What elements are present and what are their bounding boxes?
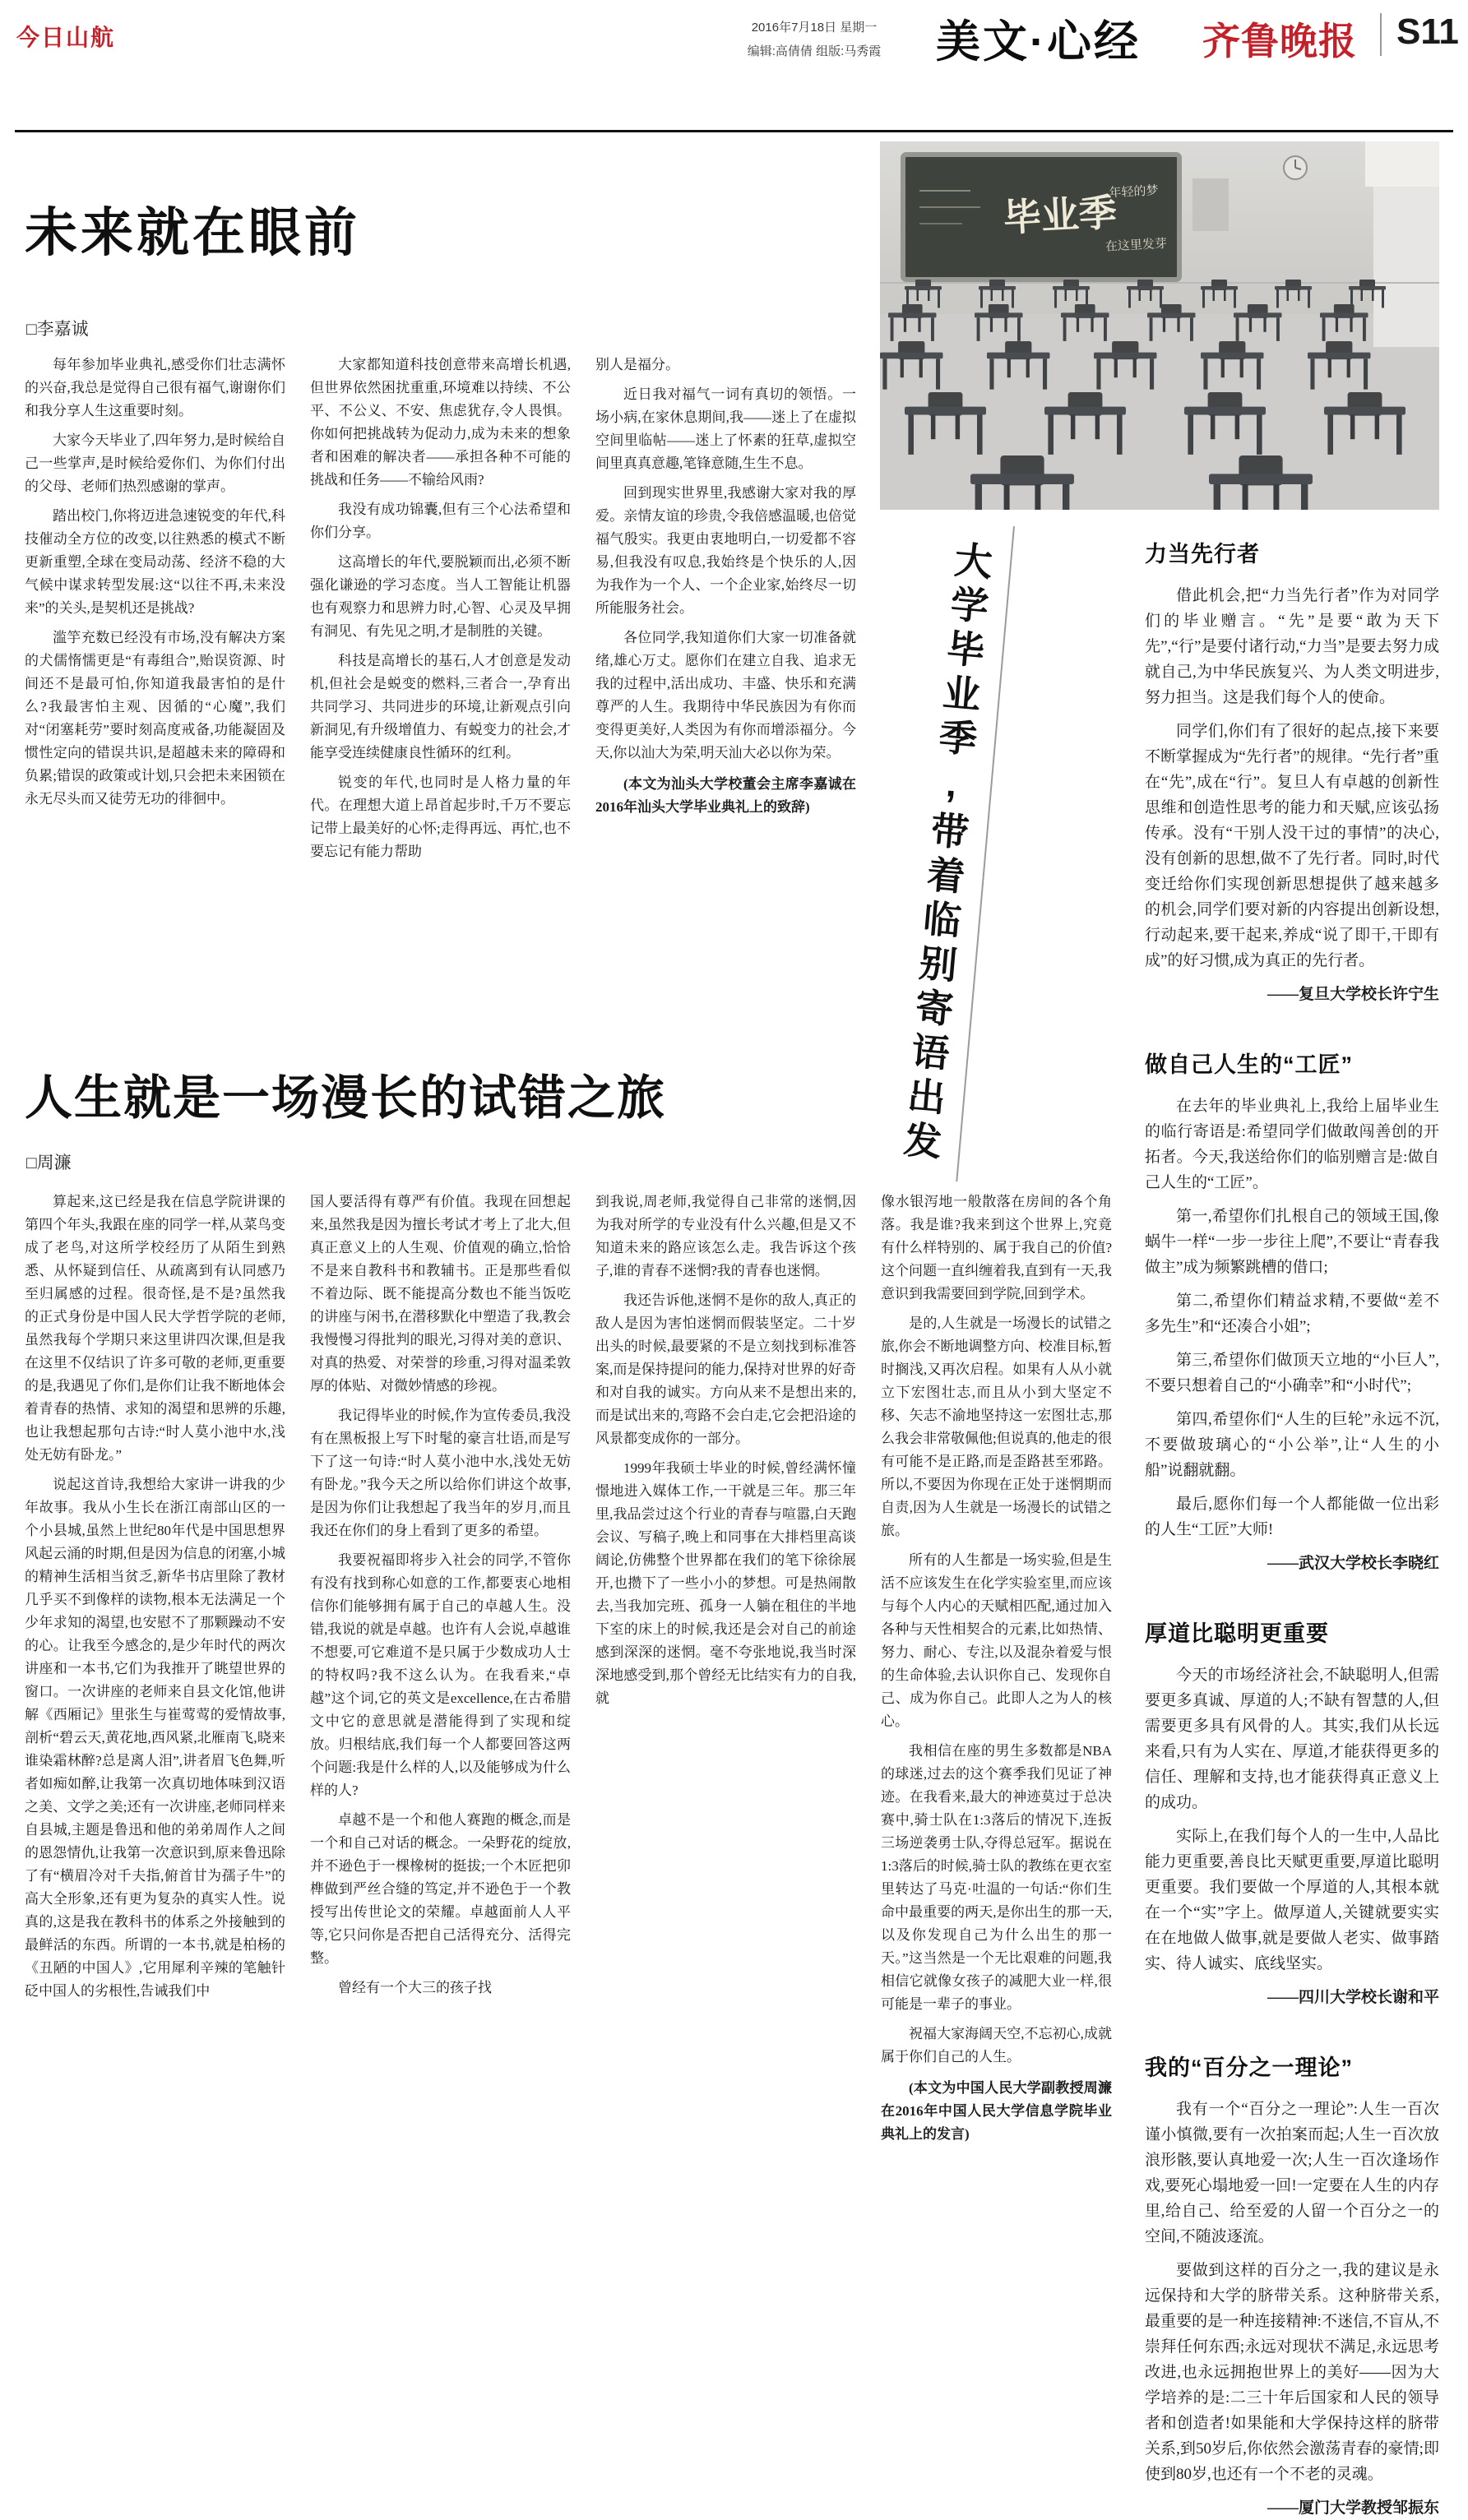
paragraph: 说起这首诗,我想给大家讲一讲我的少年故事。我从小生长在浙江南部山区的一个小县城,虽然上世纪80年代是中国思想界风起云涌的时期,但是因为信息的闭塞,小城的精神生活相当贫乏,新华书店里除了教材几乎买不到像样的读物,根本无法满足一个少年求知的渴望,也安慰不了那颗躁动不安的心。让我至今感念的,是少年时代的两次讲座和一本书,它们为我推开了眺望世界的窗口。一次讲座的老师来自县文化馆,他讲解《西厢记》里张生与崔莺莺的爱情故事,剖析“碧云天,黄花地,西风紧,北雁南飞,晓来谁染霜林醉?总是离人泪”,讲者眉飞色舞,听者如痴如醉,让我第一次真切地体味到汉语之美、文学之美;还有一次讲座,老师同样来自县城,主题是鲁迅和他的弟弟周作人之间的恩怨情仇,让我第一次意识到,原来鲁迅除了有“横眉冷对千夫指,俯首甘为孺子牛”的高大全形象,还有更为复杂的真实人性。说真的,这是我在教科书的体系之外接触到的最鲜活的东西。所谓的一本书,就是柏杨的《丑陋的中国人》,它用犀利辛辣的笔触针砭中国人的劣根性,告诫我们中 xyxy=(25,1477,285,1999)
paragraph: 锐变的年代,也同时是人格力量的年代。在理想大道上昂首起步时,千万不要忘记带上最美好的心怀;走得再远、再忙,也不要忘记有能力帮助 xyxy=(310,774,571,859)
paragraph: 第四,希望你们“人生的巨轮”永远不沉,不要做玻璃心的“小公举”,让“人生的小船”说翻就翻。 xyxy=(1145,1411,1439,1479)
paragraph: 到我说,周老师,我觉得自己非常的迷惘,因为我对所学的专业没有什么兴趣,但是又不知道未来的路应该怎么走。我告诉这个孩子,谁的青春不迷惘?我的青春也迷惘。 xyxy=(595,1194,856,1278)
article1-column-2 xyxy=(310,354,571,1021)
article1-column-3 xyxy=(595,354,856,1021)
classroom-photo xyxy=(880,141,1439,510)
paragraph: 踏出校门,你将迈进急速锐变的年代,科技催动全方位的改变,以往熟悉的模式不断更新重塑,全球在变局动荡、经济不稳的大气候中谋求转型发展:这“以往不再,未来没来”的关头,是契机还是挑战? xyxy=(25,508,285,616)
paragraph: 这高增长的年代,要脱颖而出,必须不断强化谦逊的学习态度。当人工智能让机器也有观察力和思辨力时,心智、心灵及早拥有洞见、有先见之明,才是制胜的关键。 xyxy=(310,554,571,639)
paragraph: 同学们,你们有了很好的起点,接下来要不断掌握成为“先行者”的规律。“先行者”重在“先”,成在“行”。复旦人有卓越的创新性思维和创造性思考的能力和天赋,应该弘扬传承。没有“干别人没干过的事情”的决心,没有创新的思想,做不了先行者。同时,时代变迁给你们实现创新思想提供了越来越多的机会,同学们要对新的内容提出创新设想,行动起来,要干起来,养成“说了即干,干即有成”的好习惯,成为真正的先行者。 xyxy=(1145,723,1439,969)
rail-section-body xyxy=(1145,1662,1439,1977)
credit: (本文为汕头大学校董会主席李嘉诚在2016年汕头大学毕业典礼上的致辞) xyxy=(595,776,856,815)
article1-column-1 xyxy=(25,354,285,1021)
editor-line: 编辑:高倩倩 组版:马秀霞 xyxy=(747,44,882,58)
section-title: 美文·心经 xyxy=(936,17,1141,67)
rail-section-one-percent xyxy=(1145,2050,1439,2518)
paragraph: 借此机会,把“力当先行者”作为对同学们的毕业赠言。“先”是要“敢为天下先”,“行”是要付诸行动,“力当”是要去努力成就自己,为中华民族复兴、为人类文明进步,努力担当。这是我们每个人的使命。 xyxy=(1145,587,1439,706)
paragraph: 要做到这样的百分之一,我的建议是永远保持和大学的脐带关系。这种脐带关系,最重要的是一种连接精神:不迷信,不盲从,不崇拜任何东西;永远对现状不满足,永远思考改进,也永远拥抱世界上的美好——因为大学培养的是:二三十年后国家和人民的领导者和创造者!如果能和大学保持这样的脐带关系,到50岁后,你依然会激荡青春的豪情;即使到80岁,也还有一个不老的灵魂。 xyxy=(1145,2262,1439,2483)
rail-section-honesty xyxy=(1145,1616,1439,2007)
paragraph: 我还告诉他,迷惘不是你的敌人,真正的敌人是因为害怕迷惘而假装坚定。二十岁出头的时候,最要紧的不是立刻找到标准答案,而是保持提问的能力,保持对世界的好奇和对自我的诚实。方向从来不是想出来的,而是试出来的,弯路不会白走,它会把沿途的风景都变成你的一部分。 xyxy=(595,1292,856,1446)
rail-section-signature: ——四川大学校长谢和平 xyxy=(1267,1989,1439,2006)
chalk-board-line2: 在这里发芽 xyxy=(1104,236,1168,254)
chalk-board-title: 毕业季 xyxy=(1002,191,1118,240)
article2-column-4 xyxy=(881,1191,1112,2506)
header-rule xyxy=(15,130,1453,132)
paragraph: 滥竽充数已经没有市场,没有解决方案的犬儒惰懦更是“有毒组合”,贻误资源、时间还不是最可怕,你知道我最害怕的是什么?我最害怕主观、因循的“心魔”,我们对“闭塞耗劳”要时刻高度戒备,功能凝固及惯性定向的错误共识,是超越未来的障碍和负累;错误的政策或计划,只会把未来困锁在永无尽头而又徒劳无功的徘徊中。 xyxy=(25,630,285,807)
paragraph: 我要祝福即将步入社会的同学,不管你有没有找到称心如意的工作,都要衷心地相信你们能够拥有属于自己的卓越人生。没错,我说的就是卓越。也许有人会说,卓越谁不想要,可它难道不是只属于少数成功人士的特权吗?我不这么认为。在我看来,“卓越”这个词,它的英文是excellence,在古希腊文中它的意思就是潜能得到了实现和绽放。归根结底,我们每一个人都要回答这两个问题:我是什么样的人,以及能够成为什么样的人? xyxy=(310,1552,571,1798)
paragraph: 第三,希望你们做顶天立地的“小巨人”,不要只想着自己的“小确幸”和“小时代”; xyxy=(1145,1352,1439,1394)
article2-title: 人生就是一场漫长的试错之旅 xyxy=(25,1071,667,1125)
paragraph: 大家今天毕业了,四年努力,是时候给自己一些掌声,是时候给爱你们、为你们付出的父母、老师们热烈感谢的掌声。 xyxy=(25,432,285,494)
paragraph: 我相信在座的男生多数都是NBA的球迷,过去的这个赛季我们见证了神迹。在我看来,最大的神迹莫过于总决赛中,骑士队在1:3落后的情况下,连扳三场逆袭勇士队,夺得总冠军。据说在1:3落后的时候,骑士队的教练在更衣室里转达了马克·吐温的一句话:“你们生命中最重要的两天,是你出生的那一天,以及你发现自己为什么出生的那一天。”这当然是一个无比艰难的问题,我相信它就像女孩子的减肥大业一样,很可能是一辈子的事业。 xyxy=(881,1743,1112,2012)
paragraph: 我有一个“百分之一理论”:人生一百次谨小慎微,要有一次拍案而起;人生一百次放浪形骸,要认真地爱一次;人生一百次逢场作戏,要死心塌地爱一回!一定要在人生的内存里,给自己、给至爱的人留一个百分之一的空间,不随波逐流。 xyxy=(1145,2101,1439,2245)
rail-section-title: 力当先行者 xyxy=(1145,542,1260,566)
rail-section-body xyxy=(1145,2097,1439,2487)
paragraph: 最后,愿你们每一个人都能做一位出彩的人生“工匠”大师! xyxy=(1145,1496,1439,1538)
article2-column-1 xyxy=(25,1191,285,2506)
classroom-photo-image xyxy=(880,141,1439,510)
article2-author: □周濂 xyxy=(26,1154,72,1172)
rail-section-craftsman xyxy=(1145,1047,1439,1573)
paragraph: 卓越不是一个和他人赛跑的概念,而是一个和自己对话的概念。一朵野花的绽放,并不逊色于一棵橡树的挺拔;一个木匠把卯榫做到严丝合缝的笃定,并不逊色于一个教授写出传世论文的荣耀。卓越面前人人平等,它只问你是否把自己活得充分、活得完整。 xyxy=(310,1812,571,1966)
rail-section-title: 做自己人生的“工匠” xyxy=(1145,1052,1353,1077)
article2-column-3 xyxy=(595,1191,856,2506)
date-line: 2016年7月18日 星期一 xyxy=(751,21,878,35)
credit: (本文为中国人民大学副教授周濂在2016年中国人民大学信息学院毕业典礼上的发言) xyxy=(881,2080,1112,2142)
paragraph: 第一,希望你们扎根自己的领域王国,像蜗牛一样“一步一步往上爬”,不要让“青春我做主”成为频繁跳槽的借口; xyxy=(1145,1208,1439,1276)
masthead-divider xyxy=(1380,13,1382,56)
paragraph: 在去年的毕业典礼上,我给上届毕业生的临行寄语是:希望同学们做敢闯善创的开拓者。今天,我送给你们的临别赠言是:做自己人生的“工匠”。 xyxy=(1145,1098,1439,1191)
article1-title: 未来就在眼前 xyxy=(25,203,360,262)
paragraph: 近日我对福气一词有真切的领悟。一场小病,在家休息期间,我——迷上了在虚拟空间里临帖——迷上了怀素的狂草,虚拟空间里真真意趣,笔锋意随,生生不息。 xyxy=(595,386,856,471)
paragraph: 曾经有一个大三的孩子找 xyxy=(338,1980,492,1995)
paragraph: 国人要活得有尊严有价值。我现在回想起来,虽然我是因为擅长考试才考上了北大,但真正意义上的人生观、价值观的确立,恰恰不是来自教科书和教辅书。正是那些看似不着边际、既不能提高分数也不能当饭吃的讲座与闲书,在潜移默化中塑造了我,教会我慢慢习得批判的眼光,习得对美的意识、对真的热爱、对荣誉的珍重,习得对温柔敦厚的体贴、对微妙情感的珍视。 xyxy=(310,1194,571,1394)
rail-section-body xyxy=(1145,583,1439,973)
paragraph: 每年参加毕业典礼,感受你们壮志满怀的兴奋,我总是觉得自己很有福气,谢谢你们和我分享人生这重要时刻。 xyxy=(25,357,285,418)
page-number: S11 xyxy=(1396,12,1459,52)
paragraph: 各位同学,我知道你们大家一切准备就绪,雄心万丈。愿你们在建立自我、追求无我的过程中,活出成功、丰盛、快乐和充满尊严的人生。我期待中华民族因为有你而变得更美好,人类因为有你而增添福分。今天,你以汕大为荣,明天汕大必以你为荣。 xyxy=(595,630,856,761)
paragraph: 我没有成功锦囊,但有三个心法希望和你们分享。 xyxy=(310,502,571,540)
rail-section-pioneer xyxy=(1145,536,1439,1004)
commencement-quotes-rail xyxy=(1145,536,1439,2520)
paragraph: 别人是福分。 xyxy=(595,357,679,372)
paragraph: 科技是高增长的基石,人才创意是发动机,但社会是蜕变的燃料,三者合一,孕育出共同学习、共同进步的环境,让新观点引向新洞见,有升级增值力、有蜕变力的社会,才能享受连续健康良性循环的红利。 xyxy=(310,653,571,761)
paragraph: 算起来,这已经是我在信息学院讲课的第四个年头,我跟在座的同学一样,从菜鸟变成了老鸟,对这所学校经历了从陌生到熟悉、从怀疑到信任、从疏离到有认同感乃至归属感的过程。很奇怪,是不是?虽然我的正式身份是中国人民大学哲学院的老师,虽然我每个学期只来这里讲四次课,但是我在这里不仅结识了许多可敬的老师,更重要的是,我遇见了你们,是你们让我不断地体会着青春的热情、求知的渴望和思辨的乐趣,也让我想起那句古诗:“时人莫小池中水,浅处无妨有卧龙。” xyxy=(25,1194,285,1463)
paragraph: 所有的人生都是一场实验,但是生活不应该发生在化学实验室里,而应该与每个人内心的天赋相匹配,通过加入各种与天性相契合的元素,比如热情、努力、耐心、专注,以及混杂着爱与恨的生命体验,去认识你自己、发现你自己、成为你自己。此即人之为人的核心。 xyxy=(881,1552,1112,1729)
article2-column-2 xyxy=(310,1191,571,2506)
rail-section-title: 我的“百分之一理论” xyxy=(1145,2055,1353,2080)
paragraph: 像水银泻地一般散落在房间的各个角落。我是谁?我来到这个世界上,究竟有什么样特别的、属于我自己的价值?这个问题一直纠缠着我,直到有一天,我意识到我需要回到学院,回到学术。 xyxy=(881,1194,1112,1302)
article1-author: □李嘉诚 xyxy=(26,320,89,339)
rail-section-signature: ——武汉大学校长李晓红 xyxy=(1267,1555,1439,1572)
paragraph: 今天的市场经济社会,不缺聪明人,但需要更多真诚、厚道的人;不缺有智慧的人,但需要更多具有风骨的人。其实,我们从长远来看,只有为人实在、厚道,才能获得更多的信任、理解和支持,也才能获得真正意义上的成功。 xyxy=(1145,1667,1439,1811)
paragraph: 1999年我硕士毕业的时候,曾经满怀憧憬地进入媒体工作,一干就是三年。那三年里,我品尝过这个行业的青春与喧嚣,白天跑会议、写稿子,晚上和同事在大排档里高谈阔论,仿佛整个世界都在我们的笔下徐徐展开,也攒下了一些小小的梦想。可是热闹散去,当我加完班、孤身一人躺在租住的半地下室的床上的时候,我还是会对自己的前途感到深深的迷惘。毫不夸张地说,我当时深深地感受到,那个曾经无比结实有力的自我,就 xyxy=(595,1460,856,1706)
photo-wash xyxy=(880,141,1439,510)
paragraph: 实际上,在我们每个人的一生中,人品比能力更重要,善良比天赋更重要,厚道比聪明更重要。我们要做一个厚道的人,其根本就在一个“实”字上。做厚道人,关键就要实实在在地做人做事,就是要做人老实、做事踏实、待人诚实、底线坚实。 xyxy=(1145,1828,1439,1972)
paragraph: 回到现实世界里,我感谢大家对我的厚爱。亲情友谊的珍贵,令我倍感温暖,也倍觉福气殷实。我更由衷地明白,一切爱都不容易,但我没有叹息,我始终是个快乐的人,因为我作为一个人、一个企业家,始终尽一切所能服务社会。 xyxy=(595,485,856,616)
masthead-dateblock xyxy=(707,16,921,63)
chalk-board-line1: 年轻的梦 xyxy=(1109,183,1159,201)
rail-section-signature: ——厦门大学教授邹振东 xyxy=(1267,2499,1439,2517)
rail-section-body xyxy=(1145,1094,1439,1542)
paragraph: 是的,人生就是一场漫长的试错之旅,你会不断地调整方向、校准目标,暂时搁浅,又再次启程。如果有人从小就立下宏图壮志,而且从小到大坚定不移、矢志不渝地坚持这一宏图壮志,那么我会非常敬佩他;但说真的,他走的很有可能不是正路,而是歪路甚至邪路。所以,不要因为你现在正处于迷惘期而自责,因为人生就是一场漫长的试错之旅。 xyxy=(881,1315,1112,1538)
edition-brand: 今日山航 xyxy=(16,25,116,50)
paragraph: 我记得毕业的时候,作为宣传委员,我没有在黑板报上写下时髦的豪言壮语,而是写下了这一句诗:“时人莫小池中水,浅处无妨有卧龙。”我今天之所以给你们讲这个故事,是因为你们让我想起了我当年的岁月,而且我还在你们的身上看到了更多的希望。 xyxy=(310,1408,571,1538)
paragraph: 第二,希望你们精益求精,不要做“差不多先生”和“还凑合小姐”; xyxy=(1145,1292,1439,1335)
rail-section-title: 厚道比聪明更重要 xyxy=(1145,1621,1329,1646)
paragraph: 大家都知道科技创意带来高增长机遇,但世界依然困扰重重,环境难以持续、不公平、不公义、不安、焦虑犹存,令人畏惧。你如何把挑战转为促动力,成为未来的想象者和困难的解决者——承担各种不可能的挑战和任务——不输给风雨? xyxy=(310,357,571,488)
rail-section-signature: ——复旦大学校长许宁生 xyxy=(1267,986,1439,1003)
paper-logo: 齐鲁晚报 xyxy=(1202,21,1357,62)
diagonal-headline: 大学毕业季,带着临别寄语出发 xyxy=(896,539,994,1168)
paragraph: 祝福大家海阔天空,不忘初心,成就属于你们自己的人生。 xyxy=(881,2026,1112,2065)
